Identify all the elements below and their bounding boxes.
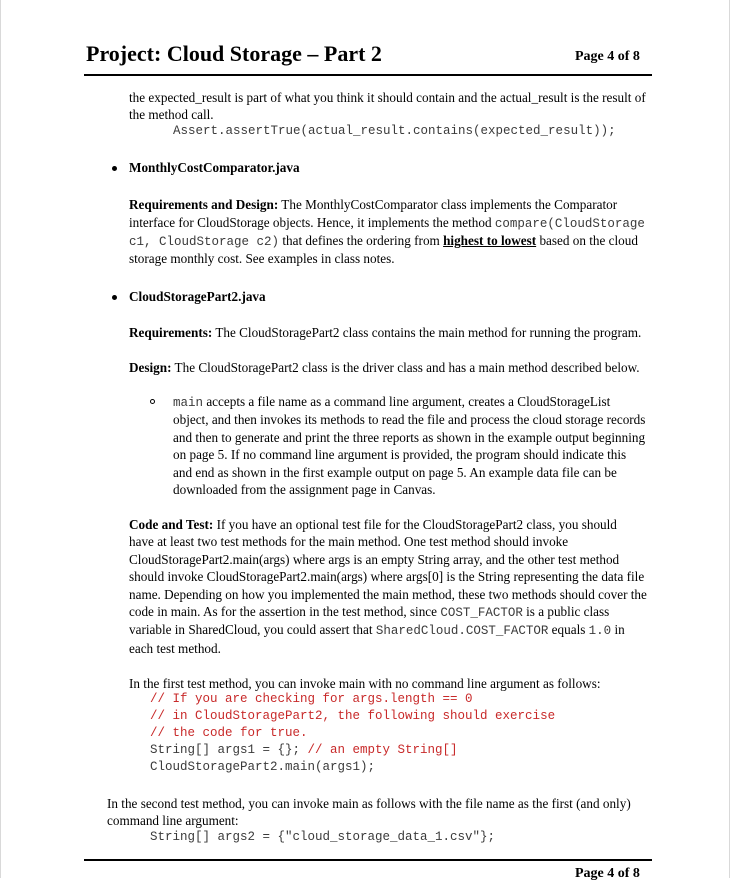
codetest-line-4: should invoke CloudStoragePart2.main(args) where args[0] is the String representing the data file [129,569,645,584]
main-line-2: object, and then invokes its methods to read the file and process the cloud storage records [173,412,646,427]
page-number-footer: Page 4 of 8 [575,866,640,881]
code-args1: String[] args1 = {}; // an empty String[] [150,743,458,757]
main-line-4: on page 5. If no command line argument is provided, the program should indicate this [173,447,627,462]
main-line-1: main accepts a file name as a command line argument, creates a CloudStorageList [173,394,611,410]
main-line-6: downloaded from the assignment page in Canvas. [173,482,436,497]
bullet-icon [112,166,117,171]
main-line-5: and end as shown in the first example output on page 5. An example data file can be [173,465,617,480]
scrollbar[interactable] [730,0,743,878]
second-test-line-1: In the second test method, you can invoke main as follows with the file name as the first (and only) [107,796,631,811]
intro-code: Assert.assertTrue(actual_result.contains(expected_result)); [173,124,616,138]
comparator-req-line-3: c1, CloudStorage c2) that defines the ordering from highest to lowest based on the cloud [129,233,638,249]
page-number-header: Page 4 of 8 [575,49,640,64]
code-args2: String[] args2 = {"cloud_storage_data_1.csv"}; [150,830,496,844]
code-comment-3: // the code for true. [150,726,308,740]
header-rule [84,74,652,76]
bullet-part2: CloudStoragePart2.java [129,289,266,304]
second-test-line-2: command line argument: [107,813,239,828]
code-comment-2: // in CloudStoragePart2, the following should exercise [150,709,556,723]
page-title: Project: Cloud Storage – Part 2 [86,41,382,66]
sub-bullet-icon [150,399,155,404]
bullet-icon [112,295,117,300]
main-line-3: and then to generate and print the three reports as shown in the example output beginning [173,430,646,445]
code-main-call: CloudStoragePart2.main(args1); [150,760,376,774]
intro-line-1: the expected_result is part of what you think it should contain and the actual_result is the result of [129,90,646,105]
part2-requirements: Requirements: The CloudStoragePart2 class contains the main method for running the program. [129,325,642,340]
codetest-line-8: each test method. [129,641,221,656]
comparator-req-line-4: storage monthly cost. See examples in class notes. [129,251,395,266]
intro-line-2: the method call. [129,107,214,122]
first-test-text: In the first test method, you can invoke main with no command line argument as follows: [129,676,601,691]
codetest-line-6: code in main. As for the assertion in the test method, since COST_FACTOR is a public class [129,604,610,620]
codetest-line-7: variable in SharedCloud, you could assert that SharedCloud.COST_FACTOR equals 1.0 in [129,622,625,638]
footer-rule [84,859,652,861]
codetest-line-2: have at least two test methods for the main method. One test method should invoke [129,534,569,549]
bullet-comparator: MonthlyCostComparator.java [129,160,300,175]
codetest-line-1: Code and Test: If you have an optional test file for the CloudStoragePart2 class, you should [129,517,617,532]
comparator-req-line-1: Requirements and Design: The MonthlyCostComparator class implements the Comparator [129,197,618,212]
comparator-req-line-2: interface for CloudStorage objects. Hence, it implements the method compare(CloudStorage [129,215,645,231]
codetest-line-5: name. Depending on how you implemented the main method, these two methods should cover the [129,587,647,602]
codetest-line-3: CloudStoragePart2.main(args) where args is an empty String array, and the other test method [129,552,620,567]
part2-design: Design: The CloudStoragePart2 class is the driver class and has a main method described below. [129,360,640,375]
code-comment-1: // If you are checking for args.length == 0 [150,692,473,706]
